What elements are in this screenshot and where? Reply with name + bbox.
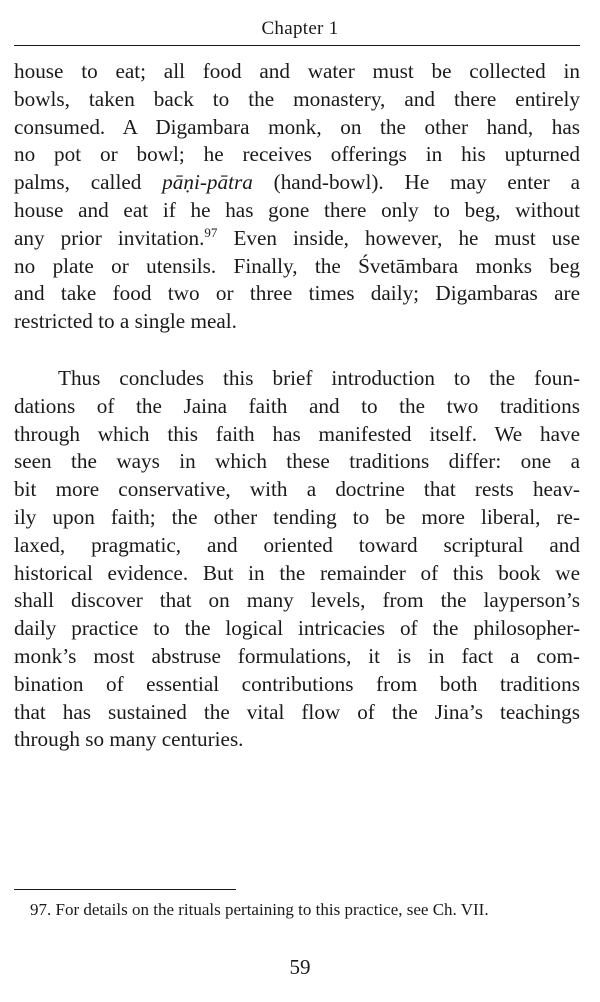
footnote-marker: 97 [204, 224, 218, 240]
running-head: Chapter 1 [261, 18, 339, 39]
text-line: and take food two or three times daily; Digambaras are [14, 281, 580, 306]
text-line: through so many centuries. [14, 727, 244, 752]
text-line: monk’s most abstruse formulations, it is in fact a com- [14, 643, 580, 668]
text-line: no plate or utensils. Finally, the Śvetāmbara monks beg [14, 253, 580, 278]
italic-term: pāṇi-pātra [162, 170, 253, 195]
text-line: bit more conservative, with a doctrine that rests heav- [14, 477, 580, 502]
text-line: historical evidence. But in the remainder of this book we [14, 560, 580, 585]
text-segment: (hand-bowl). He may enter a [252, 170, 580, 195]
text-line: seen the ways in which these traditions differ: one a [14, 449, 580, 474]
page-number: 59 [289, 955, 311, 979]
paragraph [14, 365, 580, 754]
text-line: laxed, pragmatic, and oriented toward scriptural and [14, 532, 580, 557]
body-text [14, 58, 580, 754]
paragraph [14, 58, 580, 336]
text-line [14, 169, 580, 197]
text-segment: palms, called [14, 170, 163, 195]
text-line: restricted to a single meal. [14, 309, 237, 334]
text-line [14, 225, 580, 253]
text-segment: Even inside, however, he must use [217, 225, 581, 250]
paragraph-gap [14, 336, 580, 365]
text-line: bination of essential contributions from both traditions [14, 671, 580, 696]
text-line: through which this faith has manifested itself. We have [14, 421, 580, 446]
footnote: 97. For details on the rituals pertaining to this practice, see Ch. VII. [30, 900, 489, 919]
text-line: bowls, taken back to the monastery, and there entirely [14, 86, 580, 111]
footnote-rule [14, 889, 236, 890]
text-segment: any prior invitation. [14, 225, 205, 250]
text-line: shall discover that on many levels, from the layperson’s [14, 588, 580, 613]
text-line: consumed. A Digambara monk, on the other hand, has [14, 114, 580, 139]
text-line: dations of the Jaina faith and to the two traditions [14, 393, 580, 418]
header-rule [14, 45, 580, 46]
text-line: daily practice to the logical intricacies of the philosopher- [14, 616, 580, 641]
text-line: Thus concludes this brief introduction to the foun- [58, 365, 580, 390]
text-line: house to eat; all food and water must be collected in [14, 59, 580, 83]
text-line: no pot or bowl; he receives offerings in his upturned [14, 142, 580, 167]
text-line: that has sustained the vital flow of the Jina’s teachings [14, 699, 580, 724]
text-line: ily upon faith; the other tending to be more liberal, re- [14, 504, 580, 529]
text-line: house and eat if he has gone there only to beg, without [14, 197, 580, 222]
